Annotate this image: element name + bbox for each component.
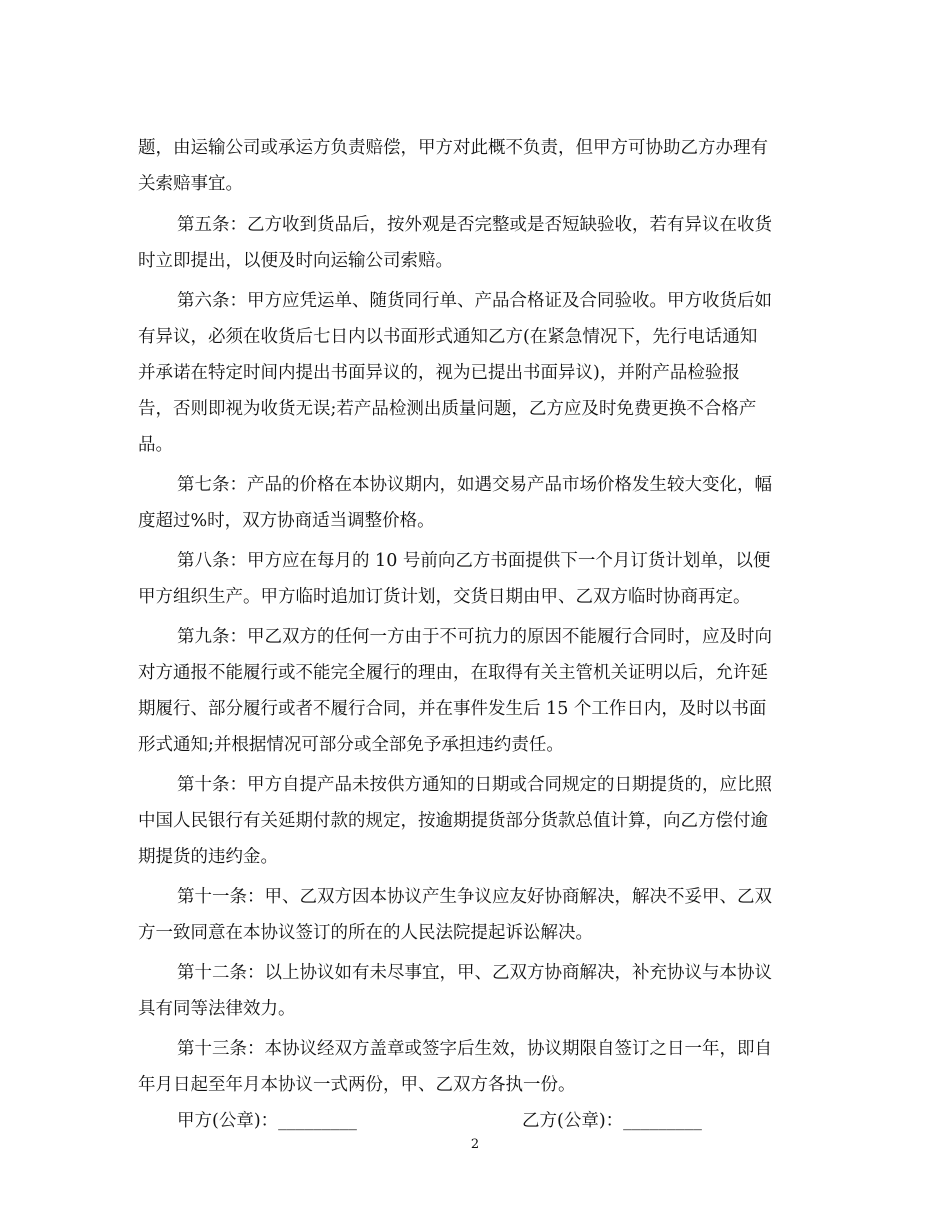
text-line: 品。: [138, 434, 173, 455]
party-a-signature-line: 甲方(公章)：_________: [177, 1110, 357, 1131]
text-line: 第七条：产品的价格在本协议期内，如遇交易产品市场价格发生较大变化，幅: [177, 474, 772, 495]
text-line: 形式通知;并根据情况可部分或全部免予承担违约责任。: [138, 734, 564, 755]
text-line: 有异议，必须在收货后七日内以书面形式通知乙方(在紧急情况下，先行电话通知: [138, 326, 758, 347]
text-line: 具有同等法律效力。: [138, 998, 296, 1019]
text-line: 年月日起至年月本协议一式两份，甲、乙双方各执一份。: [138, 1074, 576, 1095]
text-line: 关索赔事宜。: [138, 173, 243, 194]
text-line: 题，由运输公司或承运方负责赔偿，甲方对此概不负责，但甲方可协助乙方办理有: [138, 137, 768, 158]
text-line: 第六条：甲方应凭运单、随货同行单、产品合格证及合同验收。甲方收货后如: [177, 290, 772, 311]
page-number: 2: [470, 1137, 480, 1152]
text-line: 时立即提出，以便及时向运输公司索赔。: [138, 250, 453, 271]
text-line: 中国人民银行有关延期付款的规定，按逾期提货部分货款总值计算，向乙方偿付逾: [138, 810, 768, 831]
text-line: 度超过%时，双方协商适当调整价格。: [138, 510, 435, 531]
text-line: 第十条：甲方自提产品未按供方通知的日期或合同规定的日期提货的，应比照: [177, 774, 772, 795]
text-line: 方一致同意在本协议签订的所在的人民法院提起诉讼解决。: [138, 922, 593, 943]
text-line: 第八条：甲方应在每月的 10 号前向乙方书面提供下一个月订货计划单，以便: [177, 550, 771, 571]
text-line: 第十二条：以上协议如有未尽事宜，甲、乙双方协商解决，补充协议与本协议: [177, 962, 772, 983]
text-line: 对方通报不能履行或不能完全履行的理由，在取得有关主管机关证明以后，允许延: [138, 662, 768, 683]
text-line: 期提货的违约金。: [138, 846, 278, 867]
text-line: 告，否则即视为收货无误;若产品检测出质量问题，乙方应及时免费更换不合格产: [138, 398, 757, 419]
party-b-signature-line: 乙方(公章)：_________: [522, 1110, 702, 1131]
text-line: 第九条：甲乙双方的任何一方由于不可抗力的原因不能履行合同时，应及时向: [177, 626, 772, 647]
text-line: 第十三条：本协议经双方盖章或签字后生效，协议期限自签订之日一年，即自: [177, 1038, 772, 1059]
text-line: 期履行、部分履行或者不履行合同，并在事件发生后 15 个工作日内，及时以书面: [138, 698, 767, 719]
text-line: 第五条：乙方收到货品后，按外观是否完整或是否短缺验收，若有异议在收货: [177, 214, 772, 235]
text-line: 甲方组织生产。甲方临时追加订货计划，交货日期由甲、乙双方临时协商再定。: [138, 586, 751, 607]
text-line: 第十一条：甲、乙双方因本协议产生争议应友好协商解决，解决不妥甲、乙双: [177, 886, 772, 907]
text-line: 并承诺在特定时间内提出书面异议的，视为已提出书面异议)，并附产品检验报: [138, 362, 740, 383]
